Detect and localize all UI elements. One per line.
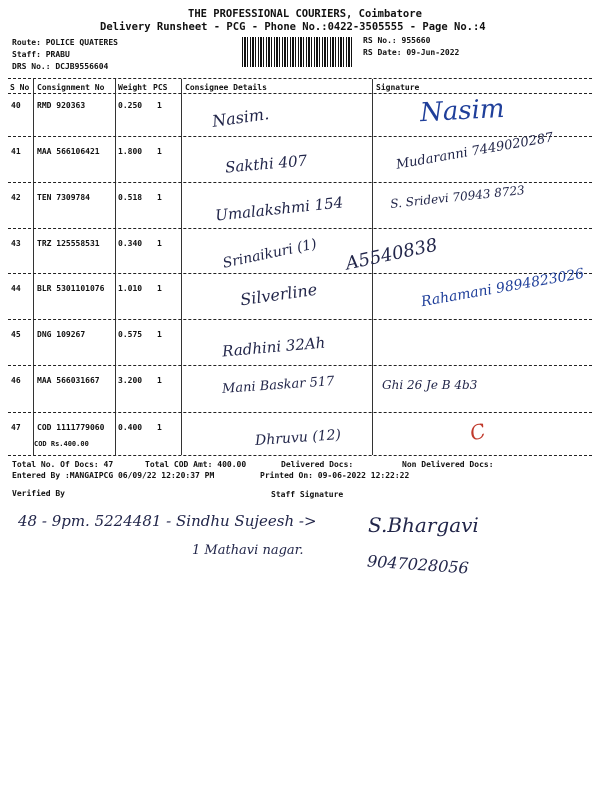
- col-header-pcs: PCS: [153, 83, 168, 92]
- row-rule: [8, 228, 592, 229]
- row-consignee-handwriting: Srinaikuri (1): [221, 236, 319, 272]
- row-consignee-handwriting: Radhini 32Ah: [221, 333, 327, 361]
- row-weight: 1.010: [118, 284, 143, 293]
- row-weight: 1.800: [118, 147, 143, 156]
- row-signature-handwriting: C: [467, 418, 489, 446]
- row-sno: 42: [11, 193, 21, 202]
- row-sno: 47: [11, 423, 21, 432]
- row-pcs: 1: [157, 284, 162, 293]
- handwritten-note-line1: 48 - 9pm. 5224481 - Sindhu Sujeesh ->: [18, 512, 317, 530]
- entered-by: Entered By :MANGAIPCG 06/09/22 12:20:37 PM: [12, 471, 215, 480]
- row-pcs: 1: [157, 147, 162, 156]
- row-pcs: 1: [157, 330, 162, 339]
- row-consignment: MAA 566031667: [37, 376, 100, 385]
- handwritten-note-line2: 1 Mathavi nagar.: [192, 543, 304, 558]
- total-docs: Total No. Of Docs: 47: [12, 460, 114, 469]
- row-consignee-handwriting: Nasim.: [210, 104, 271, 131]
- table-header-rule: [8, 93, 592, 94]
- row-consignment: BLR 5301101076: [37, 284, 105, 293]
- row-consignment: TRZ 125558531: [37, 239, 100, 248]
- handwritten-signature-name: S.Bhargavi: [368, 513, 479, 537]
- row-pcs: 1: [157, 376, 162, 385]
- col-header-weight: Weight: [118, 83, 147, 92]
- row-weight: 0.400: [118, 423, 143, 432]
- row-sno: 44: [11, 284, 21, 293]
- col-header-consignment: Consignment No: [37, 83, 105, 92]
- runsheet-title: Delivery Runsheet - PCG - Phone No.:0422-3505555 - Page No.:4: [100, 21, 486, 33]
- row-signature-handwriting: Rahamani 9894823026: [419, 265, 586, 311]
- cod-amount-note: COD Rs.400.00: [34, 440, 89, 448]
- staff-signature: Staff Signature: [271, 490, 344, 499]
- row-weight: 0.575: [118, 330, 143, 339]
- row-signature-handwriting: A5540838: [343, 234, 440, 275]
- row-consignee-handwriting: Dhruvu (12): [254, 427, 342, 449]
- row-rule: [8, 136, 592, 137]
- row-weight: 0.518: [118, 193, 143, 202]
- barcode: [242, 37, 354, 67]
- row-pcs: 1: [157, 101, 162, 110]
- delivered-docs: Delivered Docs:: [281, 460, 354, 469]
- col-header-consignee: Consignee Details: [185, 83, 267, 92]
- row-rule: [8, 319, 592, 320]
- company-title: THE PROFESSIONAL COURIERS, Coimbatore: [188, 8, 422, 20]
- rs-date: RS Date: 09-Jun-2022: [363, 48, 460, 57]
- row-sno: 45: [11, 330, 21, 339]
- row-rule: [8, 273, 592, 274]
- col-header-sno: S No: [10, 83, 30, 92]
- row-consignment: TEN 7309784: [37, 193, 90, 202]
- row-pcs: 1: [157, 423, 162, 432]
- row-pcs: 1: [157, 193, 162, 202]
- row-sno: 43: [11, 239, 21, 248]
- row-consignee-handwriting: Mani Baskar 517: [221, 374, 335, 397]
- row-consignment: COD 1111779060: [37, 423, 105, 432]
- row-consignment: RMD 920363: [37, 101, 86, 110]
- staff-label: Staff: PRABU: [12, 50, 70, 59]
- total-cod: Total COD Amt: 400.00: [145, 460, 247, 469]
- handwritten-phone: 9047028056: [366, 551, 470, 578]
- row-signature-handwriting: Ghi 26 Je B 4b3: [382, 378, 478, 392]
- row-weight: 0.340: [118, 239, 143, 248]
- non-delivered-docs: Non Delivered Docs:: [402, 460, 494, 469]
- row-rule: [8, 365, 592, 366]
- row-weight: 3.200: [118, 376, 143, 385]
- row-signature-handwriting: Mudaranni 7449020287: [394, 130, 555, 173]
- row-rule: [8, 182, 592, 183]
- row-weight: 0.250: [118, 101, 143, 110]
- row-consignment: DNG 109267: [37, 330, 86, 339]
- col-header-signature: Signature: [376, 83, 420, 92]
- printed-on: Printed On: 09-06-2022 12:22:22: [260, 471, 410, 480]
- row-sno: 41: [11, 147, 21, 156]
- row-consignment: MAA 566106421: [37, 147, 100, 156]
- row-consignee-handwriting: Silverline: [239, 279, 319, 310]
- verified-by: Verified By: [12, 489, 65, 498]
- row-signature-handwriting: Nasim: [419, 93, 506, 129]
- row-rule: [8, 412, 592, 413]
- table-bottom-rule: [8, 455, 592, 456]
- row-consignee-handwriting: Sakthi 407: [224, 151, 308, 177]
- route-label: Route: POLICE QUATERES: [12, 38, 118, 47]
- row-pcs: 1: [157, 239, 162, 248]
- rs-number: RS No.: 955660: [363, 36, 431, 45]
- drs-number: DRS No.: DCJB9556604: [12, 62, 109, 71]
- table-top-rule: [8, 78, 592, 79]
- row-signature-handwriting: S. Sridevi 70943 8723: [389, 182, 526, 212]
- row-consignee-handwriting: Umalakshmi 154: [214, 193, 345, 225]
- row-sno: 46: [11, 376, 21, 385]
- row-sno: 40: [11, 101, 21, 110]
